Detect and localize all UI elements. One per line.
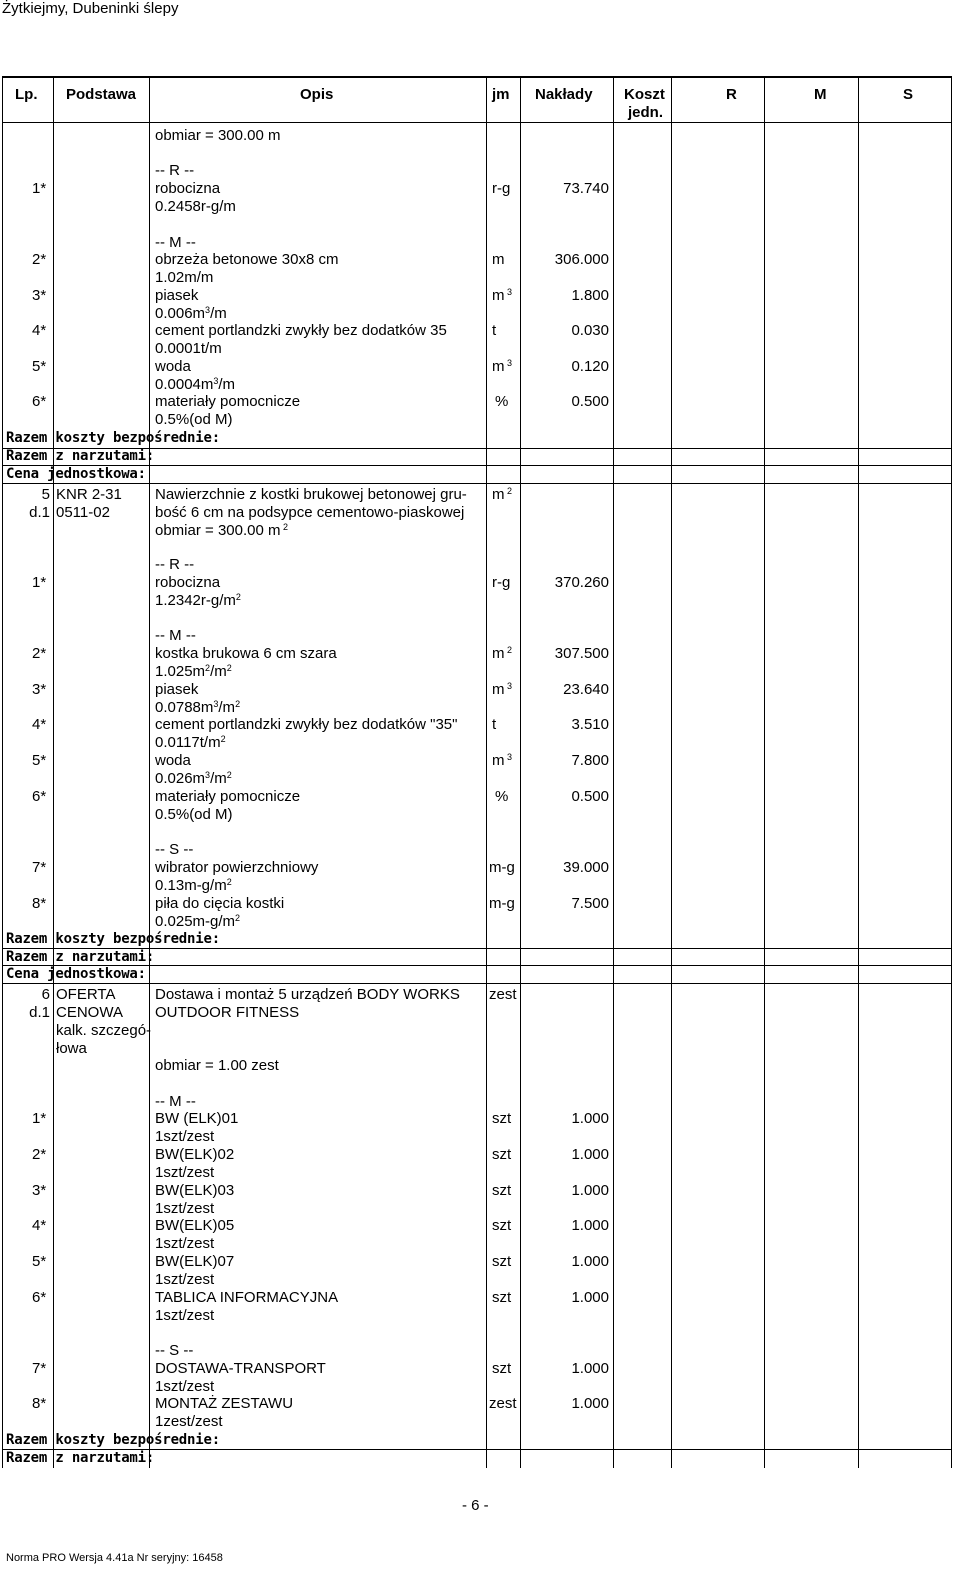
- row-norm: 1zest/zest: [155, 1413, 223, 1430]
- row-jm: m $^3$: [492, 358, 513, 375]
- row-lp: 8*: [32, 1395, 47, 1412]
- row-value: 23.640: [563, 681, 609, 698]
- col-header-naklady: Nakłady: [535, 86, 593, 103]
- row-norm: 0.2458r-g/m: [155, 198, 236, 215]
- col-border-3: [486, 76, 487, 1468]
- row-desc: BW (ELK)01: [155, 1110, 239, 1127]
- row-jm: t: [492, 716, 497, 733]
- row-jm: %: [495, 393, 509, 410]
- row-jm: szt: [492, 1253, 512, 1270]
- col-header-lp: Lp.: [15, 86, 38, 103]
- row-jm: zest: [489, 1395, 517, 1412]
- summary-unit-price: Cena jednostkowa:: [6, 966, 146, 982]
- item-jm: zest: [489, 986, 517, 1003]
- row-lp: 2*: [32, 251, 47, 268]
- row-desc: MONTAŻ ZESTAWU: [155, 1395, 294, 1412]
- item-obmiar: obmiar = 1.00 zest: [155, 1057, 279, 1074]
- row-value: 1.000: [571, 1182, 609, 1199]
- row-lp: 3*: [32, 681, 47, 698]
- row-desc: cement portlandzki zwykły bez dodatków "35": [155, 716, 458, 733]
- row-desc: kostka brukowa 6 cm szara: [155, 645, 337, 662]
- row-value: 1.000: [571, 1146, 609, 1163]
- obmiar: obmiar = 300.00 m: [155, 127, 281, 144]
- row-jm: m: [492, 251, 505, 268]
- row-norm: 1szt/zest: [155, 1271, 215, 1288]
- row-desc: wibrator powierzchniowy: [155, 859, 319, 876]
- row-jm: m $^3$: [492, 287, 513, 304]
- row-desc: piła do cięcia kostki: [155, 895, 285, 912]
- row-lp: 2*: [32, 1146, 47, 1163]
- item-number: 6: [41, 986, 50, 1003]
- row-jm: m $^3$: [492, 681, 513, 698]
- row-value: 0.500: [571, 393, 609, 410]
- row-value: 370.260: [554, 574, 609, 591]
- item-basis-2: CENOWA: [56, 1004, 123, 1021]
- col-header-jm: jm: [492, 86, 510, 103]
- row-norm: $1.025m^2/m^2$: [155, 663, 232, 680]
- summary-direct-costs: Razem koszty bezpośrednie:: [6, 430, 220, 446]
- row-desc: BW(ELK)02: [155, 1146, 235, 1163]
- col-header-s: S: [903, 86, 914, 103]
- row-value: 0.500: [571, 788, 609, 805]
- row-desc: BW(ELK)05: [155, 1217, 235, 1234]
- header-bottom-border: [2, 122, 952, 123]
- row-lp: 1*: [32, 574, 47, 591]
- col-header-koszt-2: jedn.: [628, 104, 664, 121]
- row-line: [2, 483, 952, 484]
- item-basis-4: łowa: [56, 1040, 87, 1057]
- row-lp: 4*: [32, 1217, 47, 1234]
- row-value: 7.500: [571, 895, 609, 912]
- item-number: 5: [41, 486, 50, 503]
- row-lp: 5*: [32, 358, 47, 375]
- col-border-6: [671, 76, 672, 1468]
- row-norm: 0.0001t/m: [155, 340, 222, 357]
- row-norm: $0.0788m^3/m^2$: [155, 699, 241, 716]
- section-m: -- M --: [155, 234, 196, 251]
- row-desc: robocizna: [155, 574, 221, 591]
- col-border-9: [951, 76, 952, 1468]
- row-desc: cement portlandzki zwykły bez dodatków 35: [155, 322, 447, 339]
- summary-with-markups: Razem z narzutami:: [6, 1450, 155, 1466]
- row-lp: 7*: [32, 859, 47, 876]
- row-lp: 3*: [32, 1182, 47, 1199]
- section-m: -- M --: [155, 1093, 196, 1110]
- row-norm: $0.026m^3/m^2$: [155, 770, 232, 787]
- row-lp: 4*: [32, 322, 47, 339]
- row-lp: 3*: [32, 287, 47, 304]
- row-desc: materiały pomocnicze: [155, 788, 301, 805]
- row-jm: szt: [492, 1360, 512, 1377]
- row-norm: 1.02m/m: [155, 269, 214, 286]
- row-line: [2, 983, 952, 984]
- summary-direct-costs: Razem koszty bezpośrednie:: [6, 931, 220, 947]
- item-description: Nawierzchnie z kostki brukowej betonowej gru-: [155, 486, 467, 503]
- row-desc: DOSTAWA-TRANSPORT: [155, 1360, 326, 1377]
- row-desc: TABLICA INFORMACYJNA: [155, 1289, 339, 1306]
- row-value: 0.120: [571, 358, 609, 375]
- row-norm: 1szt/zest: [155, 1307, 215, 1324]
- item-number-sub: d.1: [29, 504, 50, 521]
- summary-direct-costs: Razem koszty bezpośrednie:: [6, 1432, 220, 1448]
- row-lp: 6*: [32, 788, 47, 805]
- row-jm: szt: [492, 1110, 512, 1127]
- row-value: 1.000: [571, 1110, 609, 1127]
- row-desc: materiały pomocnicze: [155, 393, 301, 410]
- row-norm: 1szt/zest: [155, 1200, 215, 1217]
- row-desc: obrzeża betonowe 30x8 cm: [155, 251, 339, 268]
- item-basis-2: 0511-02: [56, 504, 110, 521]
- row-norm: $0.13m-g/m^2$: [155, 877, 232, 894]
- section-m: -- M --: [155, 627, 196, 644]
- col-header-podstawa: Podstawa: [66, 86, 137, 103]
- row-norm: 0.5%(od M): [155, 806, 233, 823]
- row-jm: m-g: [489, 895, 515, 912]
- row-jm: t: [492, 322, 497, 339]
- row-desc: piasek: [155, 287, 199, 304]
- row-norm: $1.2342r-g/m^2$: [155, 592, 241, 609]
- item-basis: KNR 2-31: [56, 486, 122, 503]
- row-jm: szt: [492, 1289, 512, 1306]
- row-value: 1.000: [571, 1253, 609, 1270]
- table-top-border: [2, 76, 952, 78]
- document-title: Żytkiejmy, Dubeninki ślepy: [2, 0, 179, 17]
- row-norm: $0.0117t/m^2$: [155, 734, 226, 751]
- summary-with-markups: Razem z narzutami:: [6, 448, 155, 464]
- row-norm: 0.5%(od M): [155, 411, 233, 428]
- item-description: Dostawa i montaż 5 urządzeń BODY WORKS: [155, 986, 460, 1003]
- row-desc: BW(ELK)03: [155, 1182, 235, 1199]
- row-jm: r-g: [492, 180, 511, 197]
- row-jm: %: [495, 788, 509, 805]
- row-jm: szt: [492, 1182, 512, 1199]
- col-border-2: [149, 76, 150, 1468]
- row-value: 1.000: [571, 1217, 609, 1234]
- row-value: 0.030: [571, 322, 609, 339]
- row-lp: 4*: [32, 716, 47, 733]
- row-lp: 1*: [32, 180, 47, 197]
- row-desc: woda: [155, 752, 191, 769]
- section-r: -- R --: [155, 162, 195, 179]
- row-norm: 1szt/zest: [155, 1378, 215, 1395]
- section-r: -- R --: [155, 556, 195, 573]
- row-jm: szt: [492, 1146, 512, 1163]
- col-border-7: [764, 76, 765, 1468]
- row-value: 306.000: [554, 251, 609, 268]
- row-lp: 7*: [32, 1360, 47, 1377]
- item-description-2: bość 6 cm na podsypce cementowo-piaskowej: [155, 504, 465, 521]
- row-desc: robocizna: [155, 180, 221, 197]
- row-norm: $0.0004m^3/m$: [155, 376, 236, 393]
- row-value: 1.000: [571, 1360, 609, 1377]
- item-jm: m $^2$: [492, 486, 513, 503]
- col-border-1: [53, 76, 54, 1468]
- row-norm: 1szt/zest: [155, 1235, 215, 1252]
- row-value: 3.510: [571, 716, 609, 733]
- row-jm: m $^2$: [492, 645, 513, 662]
- row-jm: szt: [492, 1217, 512, 1234]
- row-lp: 5*: [32, 752, 47, 769]
- summary-with-markups: Razem z narzutami:: [6, 949, 155, 965]
- item-description-2: OUTDOOR FITNESS: [155, 1004, 300, 1021]
- col-border-0: [2, 76, 3, 1468]
- col-header-r: R: [726, 86, 737, 103]
- section-s: -- S --: [155, 1342, 194, 1359]
- row-lp: 1*: [32, 1110, 47, 1127]
- col-header-opis: Opis: [300, 86, 334, 103]
- row-desc: woda: [155, 358, 191, 375]
- row-norm: 1szt/zest: [155, 1128, 215, 1145]
- item-basis: OFERTA: [56, 986, 116, 1003]
- row-value: 1.000: [571, 1289, 609, 1306]
- row-norm: $0.025m-g/m^2$: [155, 913, 241, 930]
- row-value: 1.800: [571, 287, 609, 304]
- row-norm: 1szt/zest: [155, 1164, 215, 1181]
- row-lp: 6*: [32, 1289, 47, 1306]
- row-lp: 6*: [32, 393, 47, 410]
- item-basis-3: kalk. szczegó-: [56, 1022, 152, 1039]
- row-lp: 8*: [32, 895, 47, 912]
- row-value: 307.500: [554, 645, 609, 662]
- row-jm: m-g: [489, 859, 515, 876]
- row-lp: 5*: [32, 1253, 47, 1270]
- row-norm: $0.006m^3/m$: [155, 305, 227, 322]
- row-jm: r-g: [492, 574, 511, 591]
- row-jm: m $^3$: [492, 752, 513, 769]
- page-number: - 6 -: [462, 1497, 489, 1514]
- col-border-5: [613, 76, 614, 1468]
- row-value: 1.000: [571, 1395, 609, 1412]
- summary-unit-price: Cena jednostkowa:: [6, 466, 146, 482]
- item-number-sub: d.1: [29, 1004, 50, 1021]
- col-header-m: M: [814, 86, 827, 103]
- section-s: -- S --: [155, 841, 194, 858]
- row-value: 39.000: [563, 859, 609, 876]
- col-header-koszt: Koszt: [624, 86, 665, 103]
- row-value: 73.740: [563, 180, 609, 197]
- row-lp: 2*: [32, 645, 47, 662]
- row-desc: piasek: [155, 681, 199, 698]
- row-value: 7.800: [571, 752, 609, 769]
- col-border-8: [858, 76, 859, 1468]
- item-obmiar: obmiar = 300.00 m $^2$: [155, 522, 289, 539]
- row-desc: BW(ELK)07: [155, 1253, 235, 1270]
- footer-software-info: Norma PRO Wersja 4.41a Nr seryjny: 16458: [6, 1552, 223, 1564]
